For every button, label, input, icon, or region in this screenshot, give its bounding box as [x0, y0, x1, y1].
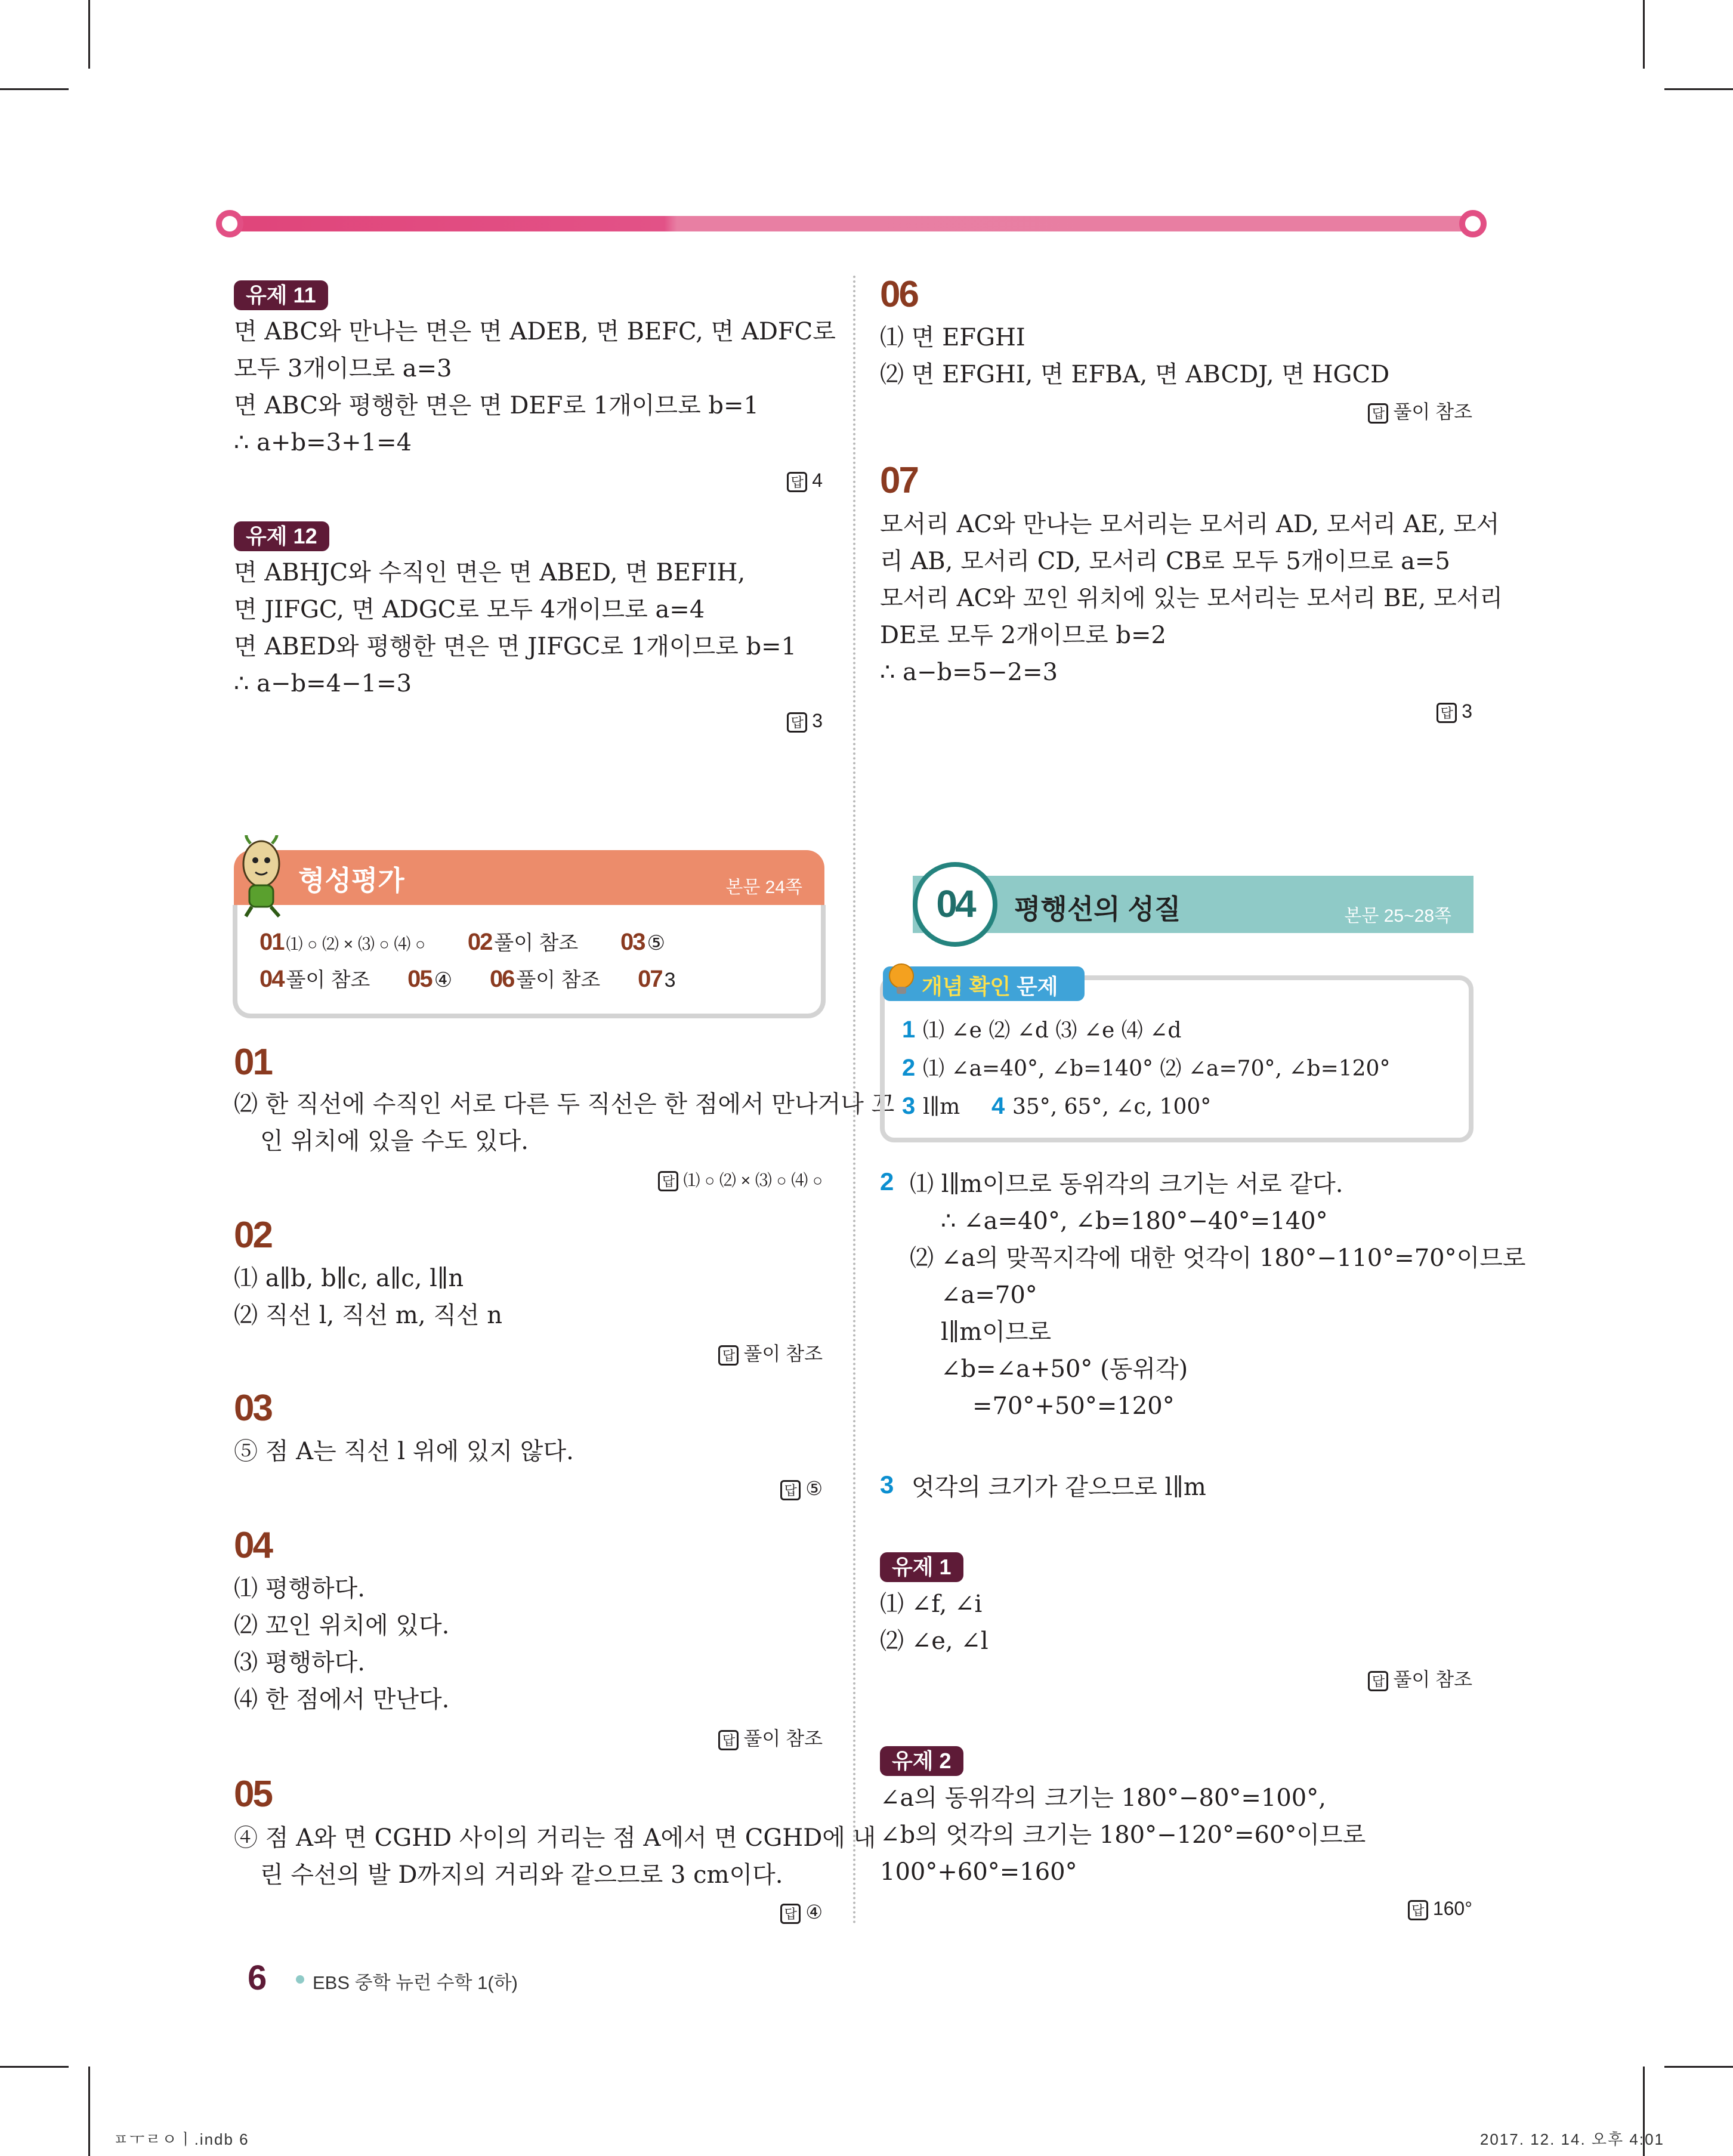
answer-mark: 답 [718, 1730, 739, 1750]
question-body [234, 1570, 449, 1718]
concept-text: ⑴ ∠e ⑵ ∠d ⑶ ∠e ⑷ ∠d [922, 1018, 1182, 1043]
example-body [880, 1586, 988, 1660]
answer-mark: 답 [1408, 1900, 1428, 1920]
answer-value: ⑤ [805, 1478, 823, 1499]
text-line: 린 수선의 발 D까지의 거리와 같으므로 3 cm이다. [260, 1861, 783, 1889]
formative-ans: ⑤ [647, 932, 665, 955]
answer [718, 1339, 823, 1369]
example-badge: 유제 12 [234, 521, 329, 551]
text-line: ⑵ 꼬인 위치에 있다. [234, 1612, 450, 1639]
formative-num: 05 [407, 966, 432, 992]
text-line: ⑴ a∥b, b∥c, a∥c, l∥n [234, 1265, 464, 1292]
concept-num: 2 [902, 1055, 916, 1081]
answer [787, 706, 823, 736]
text-line: ⑴ l∥m이므로 동위각의 크기는 서로 같다. [910, 1170, 1343, 1198]
answer-value: 4 [812, 469, 823, 491]
solution-text: 엇각의 크기가 같으므로 l∥m [912, 1474, 1206, 1501]
answer [718, 1723, 823, 1753]
answer-mark: 답 [780, 1480, 801, 1500]
text-line: ∴ ∠a=40°, ∠b=180°−40°=140° [941, 1207, 1328, 1235]
question-number: 02 [234, 1215, 271, 1256]
example-badge: 유제 2 [880, 1746, 963, 1776]
concept-num: 4 [991, 1093, 1005, 1119]
text-line: ⑴ 면 EFGHI [880, 324, 1025, 351]
answer-value: 풀이 참조 [743, 1728, 823, 1749]
concept-text: l∥m [922, 1095, 960, 1119]
crop-mark [0, 2066, 69, 2068]
concept-text: 35°, 65°, ∠c, 100° [1012, 1095, 1212, 1119]
solution-number: 3 [880, 1471, 894, 1499]
text-line: ∴ a−b=5−2=3 [880, 659, 1058, 686]
answer [1437, 696, 1472, 726]
concept-tag-label [922, 970, 1058, 1000]
lightbulb-icon [888, 962, 915, 997]
text-line: DE로 모두 2개이므로 b=2 [880, 622, 1166, 649]
answer-mark: 답 [1368, 1671, 1388, 1691]
crop-mark [1664, 88, 1733, 90]
question-body [234, 1433, 574, 1470]
text-line: 면 ABC와 만나는 면은 면 ADEB, 면 BEFC, 면 ADFC로 [234, 318, 836, 345]
question-number: 04 [234, 1525, 271, 1566]
text-line: ⑷ 한 점에서 만난다. [234, 1686, 450, 1713]
text-line: 모두 3개이므로 a=3 [234, 355, 452, 382]
text-line: l∥m이므로 [941, 1318, 1052, 1346]
text-line: ∠a의 동위각의 크기는 180°−80°=100°, [880, 1784, 1326, 1812]
formative-num: 06 [489, 966, 514, 992]
answer [1368, 1664, 1472, 1694]
question-body [234, 1086, 894, 1160]
text-line: ④ 점 A와 면 CGHD 사이의 거리는 점 A에서 면 CGHD에 내 [234, 1824, 876, 1852]
text-line: 면 JIFGC, 면 ADGC로 모두 4개이므로 a=4 [234, 596, 705, 623]
formative-num: 01 [260, 929, 284, 955]
formative-title: 형성평가 [298, 865, 404, 896]
example-body [234, 554, 796, 702]
crop-mark [88, 2067, 90, 2156]
text-line: ⑴ ∠f, ∠i [880, 1590, 983, 1618]
formative-num: 03 [620, 929, 645, 955]
formative-num: 02 [467, 929, 492, 955]
concept-tag-a: 개념 확인 [922, 974, 1011, 999]
example-body [234, 313, 836, 461]
text-line: 면 ABHJC와 수직인 면은 면 ABED, 면 BEFIH, [234, 559, 746, 586]
text-line: ⑵ 면 EFGHI, 면 EFBA, 면 ABCDJ, 면 HGCD [880, 361, 1390, 388]
formative-ans: 3 [664, 969, 676, 991]
crop-mark [0, 88, 69, 90]
answer-mark: 답 [1437, 703, 1457, 723]
text-line: 모서리 AC와 만나는 모서리는 모서리 AD, 모서리 AE, 모서 [880, 511, 1500, 538]
text-line: ∠b=∠a+50° (동위각) [941, 1355, 1188, 1383]
solution-body [910, 1166, 1526, 1425]
text-line: ⑵ ∠e, ∠l [880, 1627, 988, 1655]
answer-mark: 답 [787, 472, 807, 492]
concept-line [902, 1049, 1390, 1088]
formative-answer-box [233, 905, 826, 1018]
header-bar-dot [1459, 210, 1487, 237]
formative-answer-row [260, 963, 676, 993]
text-line: ⑵ ∠a의 맞꼭지각에 대한 엇각이 180°−110°=70°이므로 [910, 1244, 1526, 1272]
text-line: ∠b의 엇각의 크기는 180°−120°=60°이므로 [880, 1821, 1366, 1849]
text-line: ⑵ 직선 l, 직선 m, 직선 n [234, 1302, 503, 1329]
crop-mark [88, 0, 90, 69]
question-number: 07 [880, 460, 918, 501]
question-body [880, 319, 1389, 393]
concept-num: 1 [902, 1017, 916, 1043]
formative-ans: 풀이 참조 [286, 969, 370, 991]
answer-value: 3 [812, 710, 823, 731]
formative-num: 07 [638, 966, 662, 992]
answer [787, 465, 823, 495]
text-line: ⑵ 한 직선에 수직인 서로 다른 두 직선은 한 점에서 만나거나 꼬 [234, 1091, 895, 1118]
question-number: 05 [234, 1774, 271, 1815]
answer-value: ⑴ ○ ⑵ × ⑶ ○ ⑷ ○ [683, 1171, 823, 1190]
formative-answer-row [260, 926, 665, 956]
answer-value: 3 [1462, 700, 1472, 722]
text-line: ⑶ 평행하다. [234, 1649, 365, 1676]
text-line: ∴ a−b=4−1=3 [234, 670, 412, 697]
answer [780, 1897, 823, 1927]
question-number: 06 [880, 274, 918, 315]
concept-tag-b: 문제 [1017, 974, 1058, 999]
slug-file: ㅍㅜㄹㅇㅣ.indb 6 [113, 2130, 249, 2148]
crop-mark [1643, 0, 1645, 69]
footer-dot [296, 1975, 304, 1984]
answer-value: 풀이 참조 [1393, 401, 1472, 422]
page-number: 6 [248, 1959, 267, 1997]
answer-mark: 답 [1368, 403, 1388, 424]
section-title: 평행선의 성질 [1014, 894, 1181, 925]
answer-value: 160° [1432, 1898, 1472, 1919]
text-line: 인 위치에 있을 수도 있다. [260, 1128, 529, 1155]
text-line: ⑴ 평행하다. [234, 1575, 365, 1602]
header-bar [224, 216, 1482, 231]
question-body [880, 506, 1503, 691]
concept-line [902, 1011, 1390, 1049]
text-line: 100°+60°=160° [880, 1858, 1077, 1886]
answer-value: 풀이 참조 [743, 1343, 823, 1364]
answer-mark: 답 [718, 1345, 739, 1366]
text-line: 리 AB, 모서리 CD, 모서리 CB로 모두 5개이므로 a=5 [880, 548, 1450, 575]
solution-number: 2 [880, 1167, 894, 1196]
crop-mark [1664, 2066, 1733, 2068]
answer [1368, 397, 1472, 427]
section-page-ref: 본문 25~28쪽 [1344, 906, 1451, 926]
answer [658, 1165, 823, 1196]
book-title: EBS 중학 뉴런 수학 1(하) [313, 1972, 518, 1993]
slug-date: 2017. 12. 14. 오후 4:01 [1479, 2130, 1664, 2148]
text-line: ⑤ 점 A는 직선 l 위에 있지 않다. [234, 1438, 574, 1465]
concept-text: ⑴ ∠a=40°, ∠b=140° ⑵ ∠a=70°, ∠b=120° [922, 1057, 1391, 1081]
question-body [234, 1820, 876, 1894]
answer [1408, 1894, 1472, 1923]
example-badge: 유제 11 [234, 280, 328, 310]
formative-ans: 풀이 참조 [516, 969, 601, 991]
example-badge: 유제 1 [880, 1552, 963, 1582]
answer [780, 1474, 823, 1503]
formative-page-ref: 본문 24쪽 [725, 878, 802, 897]
formative-ans: ⑴ ○ ⑵ × ⑶ ○ ⑷ ○ [286, 935, 426, 953]
concept-answers [902, 1011, 1390, 1126]
concept-num: 3 [902, 1093, 916, 1119]
answer-value: ④ [805, 1901, 823, 1923]
text-line: ∠a=70° [941, 1281, 1037, 1309]
question-body [234, 1260, 502, 1334]
formative-ans: ④ [434, 969, 453, 991]
text-line: =70°+50°=120° [972, 1392, 1175, 1420]
concept-line [902, 1088, 1390, 1126]
formative-num: 04 [260, 966, 284, 992]
example-body [880, 1780, 1366, 1891]
answer-mark: 답 [787, 712, 807, 733]
header-bar-dot [216, 210, 243, 237]
answer-value: 풀이 참조 [1393, 1669, 1472, 1690]
text-line: 면 ABC와 평행한 면은 면 DEF로 1개이므로 b=1 [234, 392, 759, 419]
question-number: 01 [234, 1042, 271, 1083]
text-line: ∴ a+b=3+1=4 [234, 429, 412, 456]
answer-mark: 답 [780, 1904, 801, 1924]
formative-ans: 풀이 참조 [494, 932, 579, 955]
answer-mark: 답 [658, 1171, 678, 1191]
question-number: 03 [234, 1388, 271, 1429]
section-number: 04 [936, 882, 974, 925]
text-line: 모서리 AC와 꼬인 위치에 있는 모서리는 모서리 BE, 모서리 [880, 585, 1503, 612]
text-line: 면 ABED와 평행한 면은 면 JIFGC로 1개이므로 b=1 [234, 633, 797, 660]
